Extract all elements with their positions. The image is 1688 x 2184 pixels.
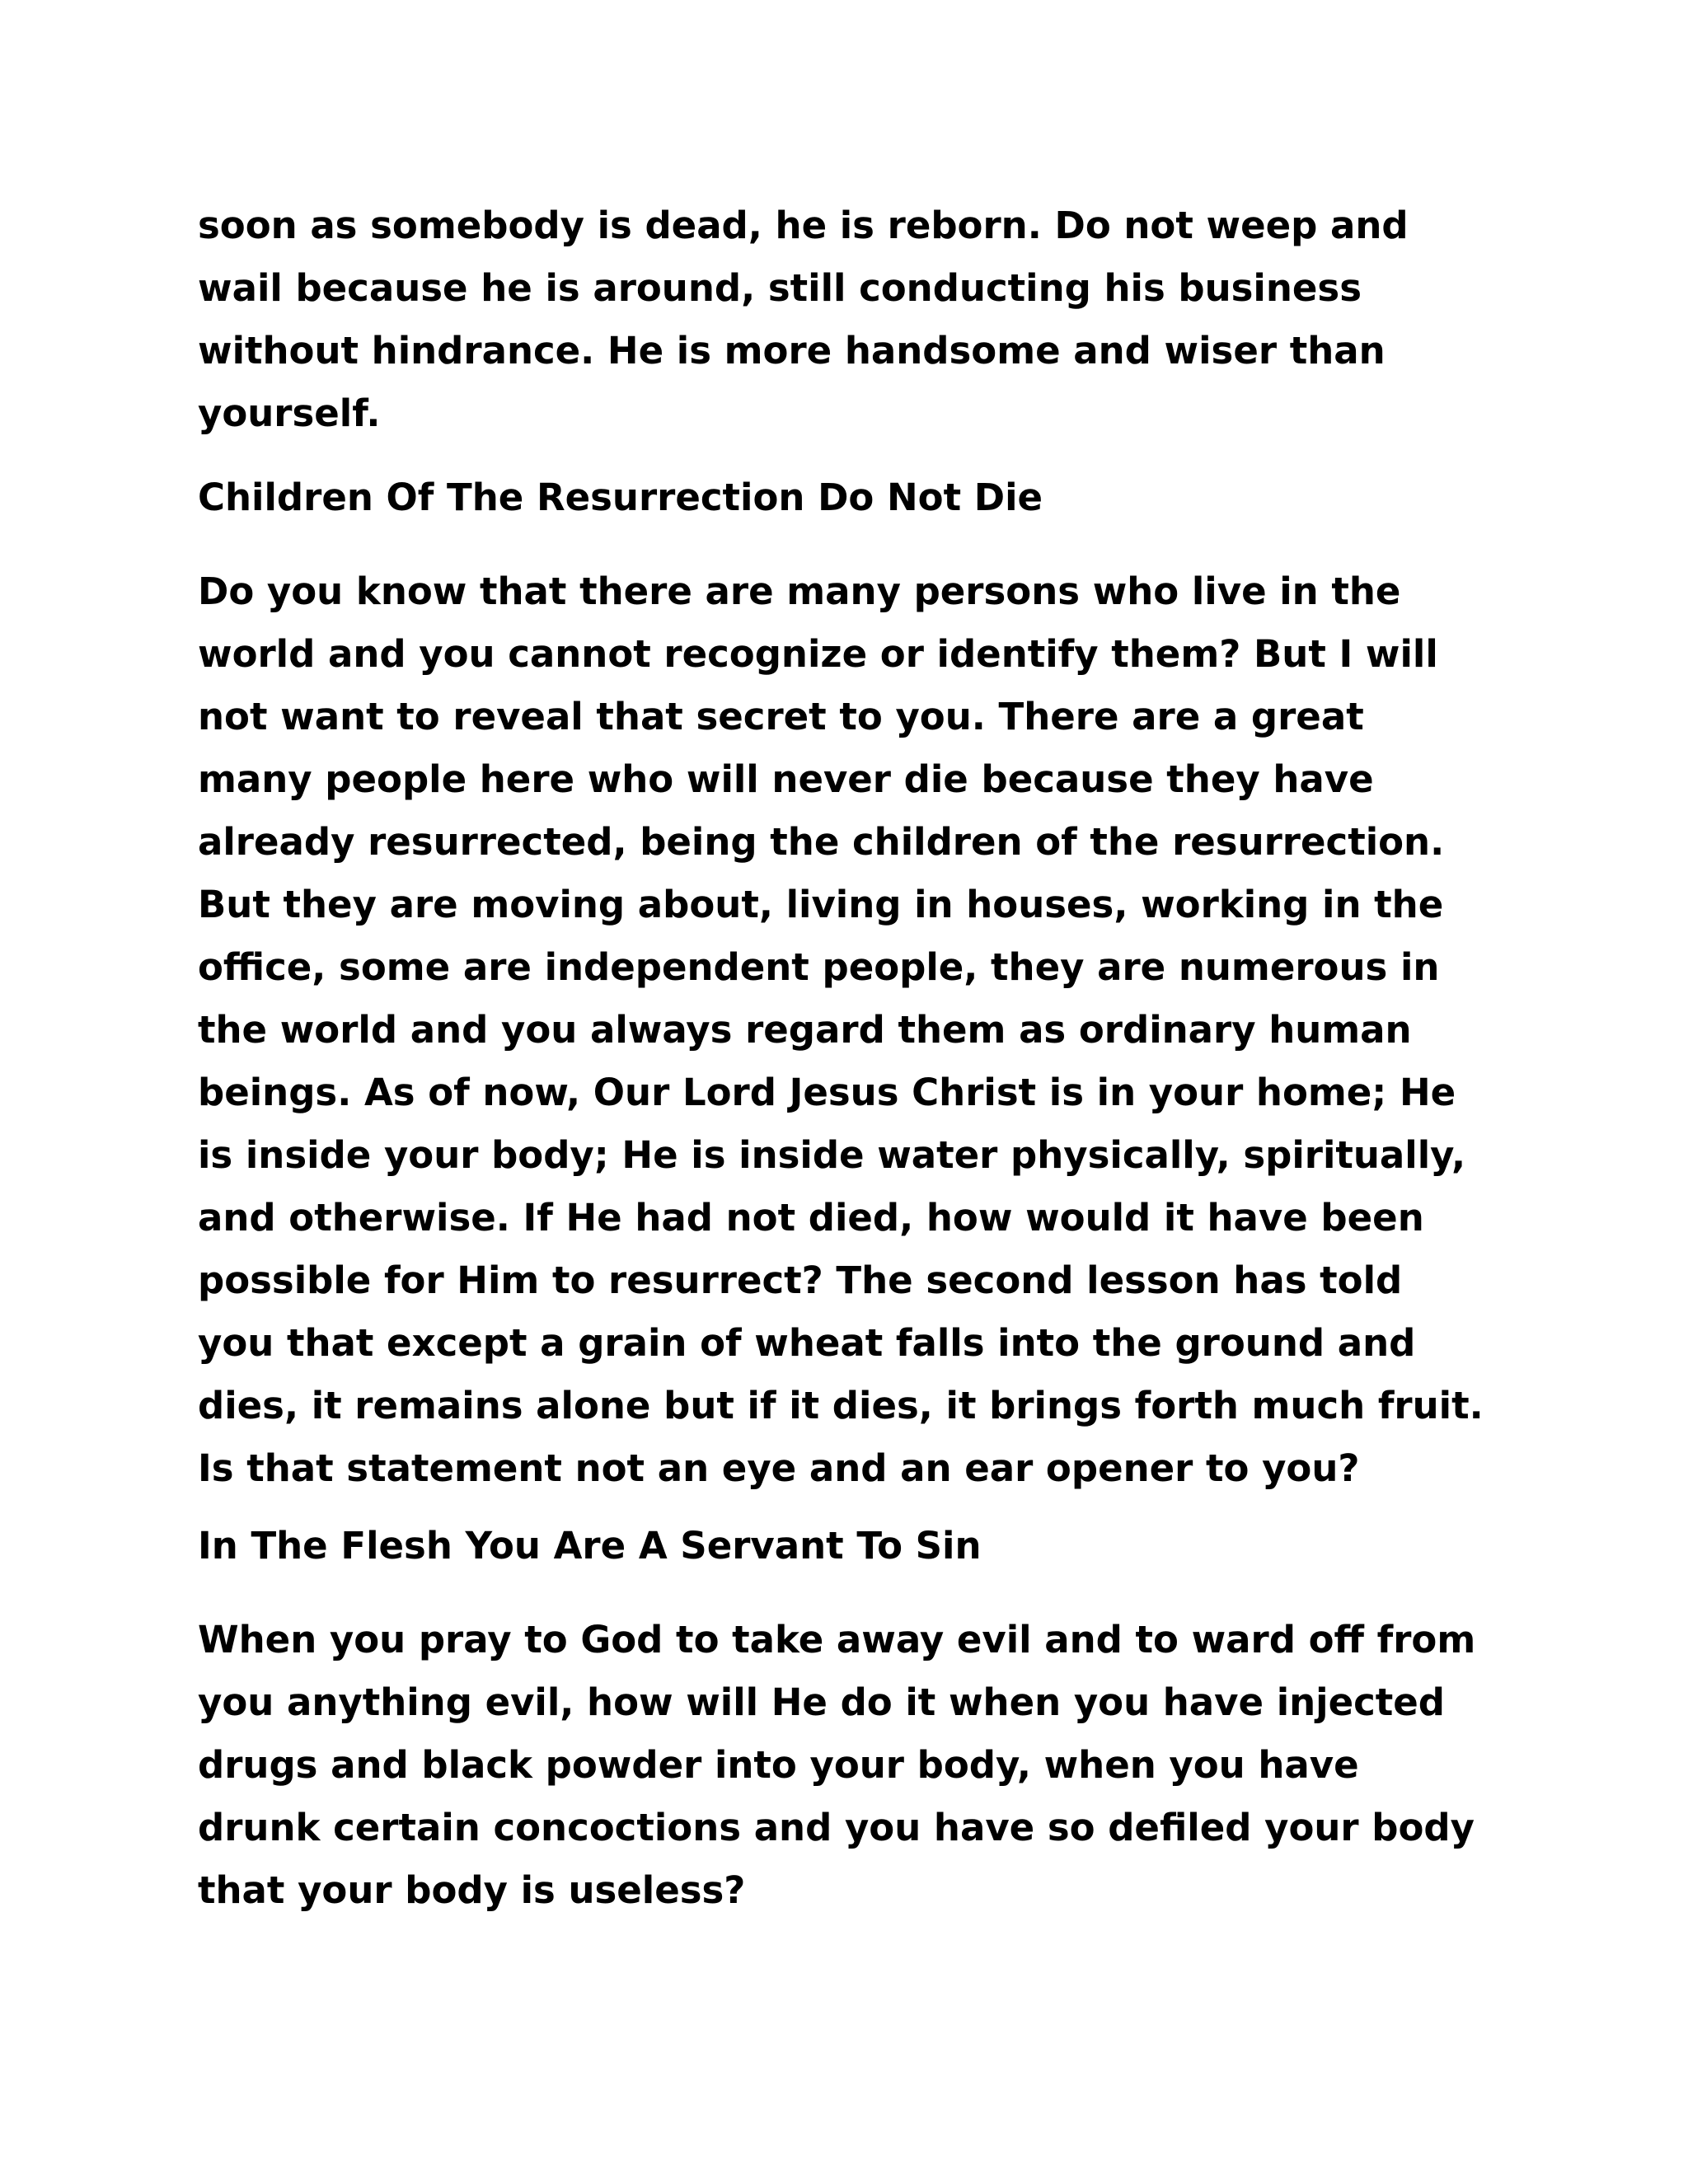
paragraph-line: the world and you always regard them as ordinary human — [198, 1008, 1412, 1052]
paragraph-line: But they are moving about, living in houses, working in the — [198, 883, 1444, 926]
paragraph-line: yourself. — [198, 391, 381, 435]
paragraph-line: office, some are independent people, they are numerous in — [198, 945, 1440, 989]
paragraph-line: is inside your body; He is inside water physically, spiritually, — [198, 1133, 1466, 1177]
paragraph-line: possible for Him to resurrect? The second lesson has told — [198, 1258, 1403, 1302]
paragraph-line: you anything evil, how will He do it when you have injected — [198, 1680, 1446, 1724]
paragraph-line: many people here who will never die because they have — [198, 757, 1374, 801]
paragraph-line: drunk certain concoctions and you have so defiled your body — [198, 1806, 1475, 1849]
paragraph-line: wail because he is around, still conducting his business — [198, 266, 1362, 310]
heading-text: Children Of The Resurrection Do Not Die — [198, 476, 1043, 519]
paragraph-line: without hindrance. He is more handsome and wiser than — [198, 329, 1386, 373]
paragraph-line: Is that statement not an eye and an ear opener to you? — [198, 1446, 1360, 1490]
paragraph-line: When you pray to God to take away evil and to ward off from — [198, 1618, 1476, 1661]
paragraph-line: that your body is useless? — [198, 1868, 746, 1912]
paragraph-line: beings. As of now, Our Lord Jesus Christ is in your home; He — [198, 1071, 1456, 1114]
heading-text: In The Flesh You Are A Servant To Sin — [198, 1524, 982, 1568]
paragraph-line: drugs and black powder into your body, when you have — [198, 1743, 1359, 1787]
paragraph-line: soon as somebody is dead, he is reborn. Do not weep and — [198, 204, 1409, 247]
paragraph-line: world and you cannot recognize or identify them? But I will — [198, 632, 1438, 676]
paragraph-3 — [198, 1609, 1484, 1922]
paragraph-line: and otherwise. If He had not died, how would it have been — [198, 1196, 1424, 1240]
paragraph-line: dies, it remains alone but if it dies, it brings forth much fruit. — [198, 1384, 1484, 1427]
section-heading-2 — [198, 1515, 1484, 1577]
section-heading-1 — [198, 466, 1484, 529]
paragraph-line: already resurrected, being the children of the resurrection. — [198, 820, 1445, 864]
paragraph-2 — [198, 560, 1484, 1500]
paragraph-1 — [198, 194, 1484, 445]
paragraph-line: you that except a grain of wheat falls into the ground and — [198, 1321, 1416, 1365]
paragraph-line: not want to reveal that secret to you. There are a great — [198, 695, 1364, 738]
paragraph-line: Do you know that there are many persons who live in the — [198, 569, 1401, 613]
